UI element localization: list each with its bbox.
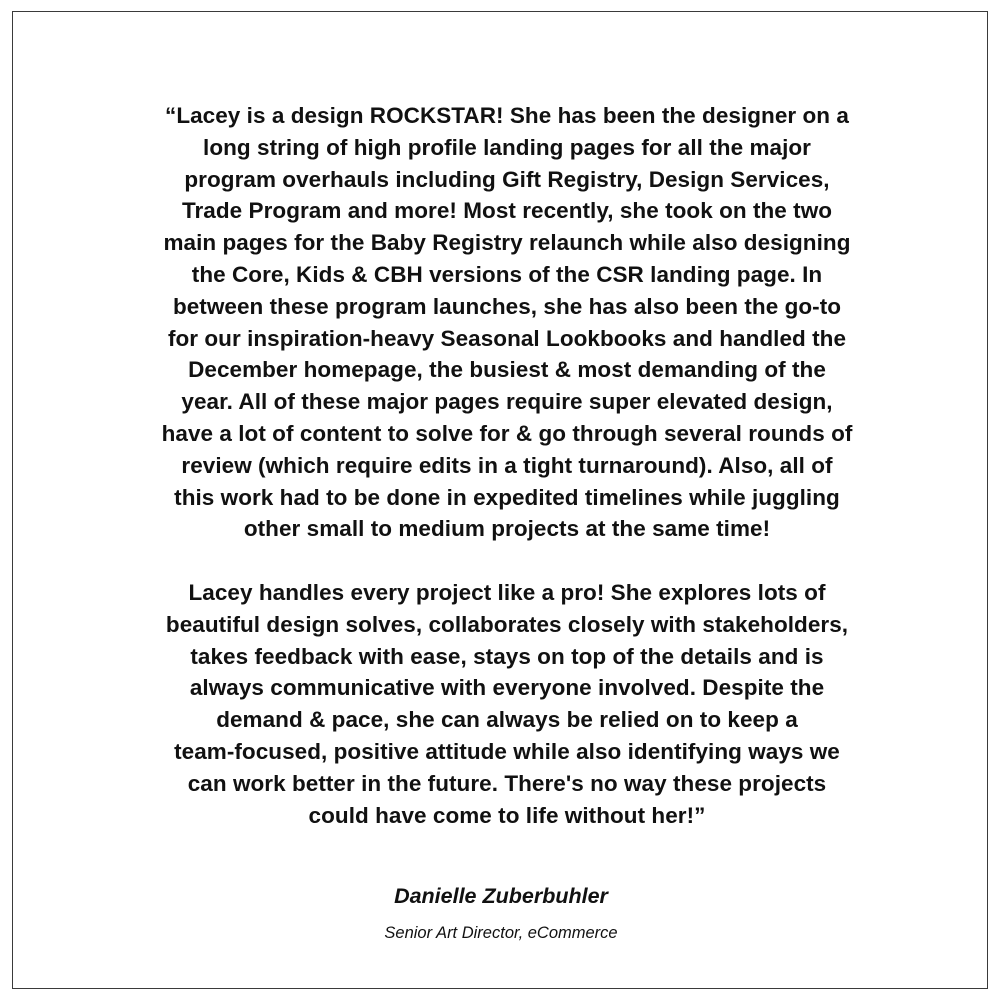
quote-line: the Core, Kids & CBH versions of the CSR landing page. In bbox=[191, 261, 823, 287]
quote-line: for our inspiration-heavy Seasonal Lookbooks and handled the bbox=[167, 325, 847, 351]
paragraph-spacer bbox=[83, 545, 931, 577]
quote-line: have a lot of content to solve for & go through several rounds of bbox=[161, 420, 853, 446]
quote-line: beautiful design solves, collaborates closely with stakeholders, bbox=[165, 611, 849, 637]
quote-line: team-focused, positive attitude while also identifying ways we bbox=[174, 738, 840, 764]
quote-line: can work better in the future. There's no way these projects bbox=[187, 770, 827, 796]
quote-line: “Lacey is a design ROCKSTAR! She has been the designer on a bbox=[165, 103, 849, 128]
author-name: Danielle Zuberbuhler bbox=[394, 884, 608, 908]
quote-line: other small to medium projects at the same time! bbox=[243, 516, 771, 542]
testimonial-quote bbox=[83, 100, 931, 831]
quote-line: this work had to be done in expedited timelines while juggling bbox=[174, 484, 840, 510]
quote-line: main pages for the Baby Registry relaunch while also designing bbox=[163, 230, 851, 256]
quote-line: year. All of these major pages require super elevated design, bbox=[181, 389, 833, 415]
quote-line: December homepage, the busiest & most demanding of the bbox=[188, 357, 826, 383]
quote-line: long string of high profile landing pages for all the major bbox=[203, 134, 811, 160]
quote-line: Trade Program and more! Most recently, she took on the two bbox=[181, 198, 833, 224]
quote-line: always communicative with everyone involved. Despite the bbox=[189, 675, 825, 701]
quote-line: review (which require edits in a tight turnaround). Also, all of bbox=[181, 452, 833, 478]
testimonial-card bbox=[12, 11, 988, 989]
quote-line: demand & pace, she can always be relied on to keep a bbox=[216, 707, 798, 733]
quote-line: program overhauls including Gift Registry, Design Services, bbox=[184, 166, 830, 192]
quote-line: between these program launches, she has also been the go-to bbox=[172, 293, 842, 319]
author-title: Senior Art Director, eCommerce bbox=[384, 924, 618, 942]
quote-line: takes feedback with ease, stays on top of the details and is bbox=[190, 643, 824, 669]
quote-line: Lacey handles every project like a pro! She explores lots of bbox=[188, 579, 826, 605]
quote-line: could have come to life without her!” bbox=[308, 802, 706, 828]
